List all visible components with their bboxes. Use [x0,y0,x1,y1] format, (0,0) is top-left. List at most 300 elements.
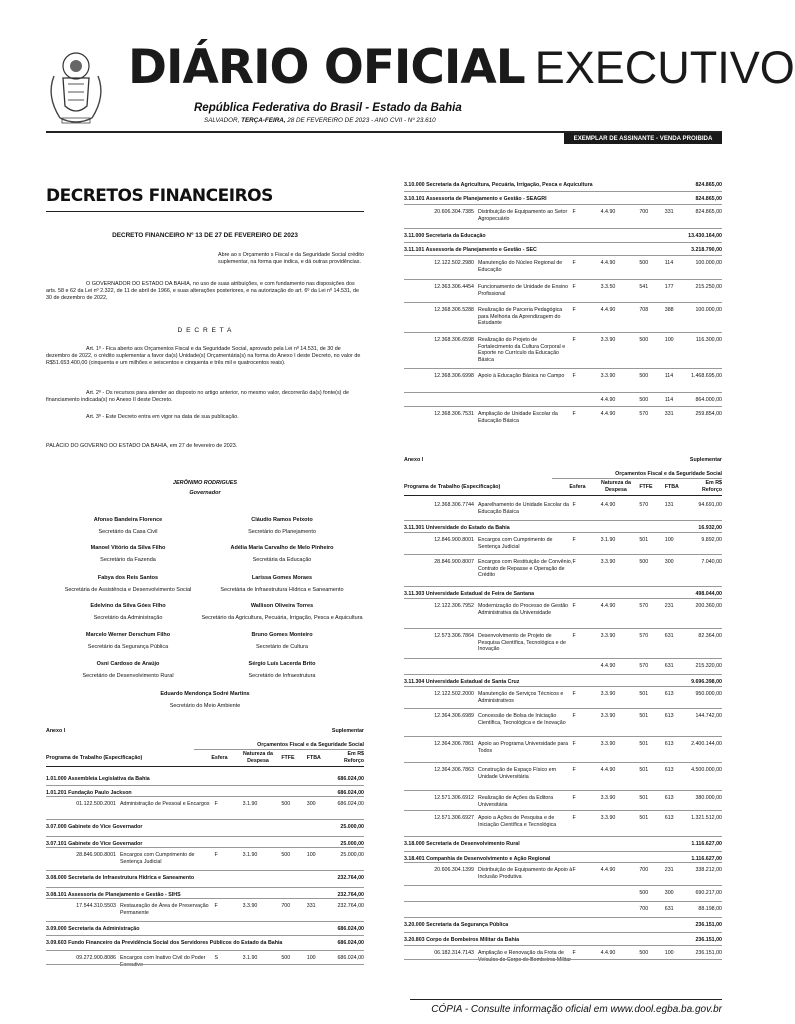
column-header-natureza: Natureza da Despesa [242,751,273,764]
table-cell-ftba: 631 [664,663,674,669]
table-row-rule [46,921,364,922]
table-cell-ftba: 114 [664,260,674,266]
table-cell-ftba: 331 [306,903,316,909]
column-header-ftba: FTBA [306,755,321,761]
table-cell-ftba: 114 [664,397,674,403]
signatory-role: Secretário de Desenvolvimento Rural [82,673,174,679]
table-cell-code: 28.846.900.8007 [434,559,474,565]
table-group-total: 686.024,00 [337,790,364,796]
table-cell-description: Distribuição de Equipamento ao Setor Agropecuário [478,209,568,222]
signatory-name: Osni Cardoso de Araújo [96,661,160,667]
table-cell-code: 20.606.304.7385 [434,209,474,215]
column-header-valor: Em R$ Reforço [701,480,722,493]
table-cell-valor: 144.742,00 [695,713,722,719]
table-cell-ftfe: 570 [639,663,649,669]
table-row-rule [46,935,364,936]
table-cell-natureza: 4.4.90 [600,260,616,266]
column-header-ftba: FTBA [664,484,679,490]
table-cell-valor: 215.250,00 [695,284,722,290]
table-cell-code: 12.571.306.6927 [434,815,474,821]
footer-rule [410,999,722,1000]
table-cell-description: Encargos com Restituição de Convênio, Contrato de Repasse e Operação de Crédito [478,559,573,579]
table-row-rule [404,368,722,369]
table-cell-valor: 82.364,00 [698,633,722,639]
signatory-name: Afonso Bandeira Florence [93,517,163,523]
table-cell-natureza: 4.4.90 [600,950,616,956]
table-cell-natureza: 3.3.90 [600,633,616,639]
table-cell-description: Manutenção do Núcleo Regional de Educação [478,260,563,273]
table-group-total: 236.151,00 [695,922,722,928]
table-group-heading: 3.11.301 Universidade do Estado da Bahia [404,525,510,531]
signatory-name: Wallison Oliveira Torres [250,603,314,609]
table-cell-ftfe: 541 [639,284,649,290]
table-cell-natureza: 3.1.90 [242,955,258,961]
signatory-role: Secretário da Fazenda [100,557,156,563]
table-cell-ftfe: 500 [281,801,291,807]
table-group-total: 686.024,00 [337,776,364,782]
newspaper-subtitle: República Federativa do Brasil - Estado da Bahia [194,102,462,114]
table-row-rule [404,302,722,303]
table-cell-ftfe: 570 [639,603,649,609]
table-cell-ftba: 100 [664,537,674,543]
table-cell-ftba: 100 [306,852,316,858]
signatory-role: Secretário da Segurança Pública [87,644,169,650]
annex-type: Suplementar [689,457,722,463]
table-cell-code: 12.364.306.7861 [434,741,474,747]
table-cell-natureza: 3.1.90 [242,852,258,858]
table-group-heading: 3.10.101 Assessoria de Planejamento e Gestão - SEAGRI [404,196,547,202]
table-cell-ftba: 100 [306,955,316,961]
table-cell-ftba: 300 [306,801,316,807]
table-cell-natureza: 3.3.90 [600,741,616,747]
table-row-rule [404,279,722,280]
table-cell-valor: 236.151,00 [695,950,722,956]
table-row-rule [404,836,722,837]
table-cell-description: Apoio à Educação Básica no Campo [478,373,565,379]
table-cell-ftfe: 501 [639,741,649,747]
table-cell-valor: 9.892,00 [701,537,722,543]
table-group-heading: 3.07.101 Gabinete do Vice Governador [46,841,143,847]
table-cell-esfera: F [214,903,218,909]
table-group-total: 498.044,00 [695,591,722,597]
table-cell-ftba: 631 [664,906,674,912]
table-cell-valor: 686.024,00 [337,955,364,961]
signatory-role: Secretário de Cultura [256,644,308,650]
table-cell-code: 01.122.500.2001 [76,801,116,807]
table-cell-ftfe: 700 [639,209,649,215]
table-cell-valor: 100.000,00 [695,307,722,313]
table-cell-code: 12.368.306.7744 [434,502,474,508]
table-cell-esfera: F [572,373,576,379]
table-cell-ftfe: 700 [639,867,649,873]
table-row-rule [404,810,722,811]
column-header-esfera: Esfera [211,755,228,761]
table-cell-natureza: 4.4.90 [600,767,616,773]
table-group-total: 25.000,00 [340,824,364,830]
table-cell-valor: 686.024,00 [337,801,364,807]
table-cell-description: Desenvolvimento de Projeto de Pesquisa Científica, Tecnológica e de Inovação [478,633,566,653]
annex-label: Anexo I [46,728,66,734]
table-cell-esfera: S [214,955,219,961]
signatory-role: Secretário de Infraestrutura [248,673,316,679]
table-group-total: 25.000,00 [340,841,364,847]
table-group-total: 232.764,00 [337,875,364,881]
decree-article-3: Art. 3º - Este Decreto entra em vigor na data de sua publicação. [86,414,239,420]
table-cell-code: 06.182.314.7143 [434,950,474,956]
table-cell-esfera: F [572,559,576,565]
table-row-rule [46,887,364,888]
table-cell-code: 12.368.306.6998 [434,373,474,379]
table-row-rule [46,950,364,951]
table-cell-ftfe: 501 [639,767,649,773]
table-cell-valor: 215.320,00 [695,663,722,669]
table-cell-ftfe: 501 [639,795,649,801]
table-cell-ftba: 631 [664,633,674,639]
table-cell-description: Realização de Ações da Editora Universitária [478,795,554,808]
table-cell-esfera: F [572,741,576,747]
table-group-heading: 3.20.803 Corpo de Bombeiros Militar da Bahia [404,937,520,943]
table-cell-esfera: F [572,502,576,508]
signatory-role: Secretário da Administração [93,615,163,621]
table-cell-natureza: 4.4.90 [600,307,616,313]
signatory-name: Sérgio Luís Lacerda Brito [248,661,316,667]
table-cell-valor: 100.000,00 [695,260,722,266]
table-cell-natureza: 4.4.90 [600,502,616,508]
table-group-heading: 1.01.201 Fundação Paulo Jackson [46,790,132,796]
table-cell-description: Construção de Espaço Físico em Unidade Universitária [478,767,557,780]
table-row-rule [404,945,722,946]
table-row-rule [404,885,722,886]
table-cell-code: 09.272.900.8086 [76,955,116,961]
table-cell-ftba: 231 [664,603,674,609]
table-cell-valor: 2.400.144,00 [691,741,722,747]
table-cell-esfera: F [214,852,218,858]
table-cell-natureza: 3.1.90 [600,537,616,543]
column-header-rule [404,495,722,496]
table-cell-valor: 232.764,00 [337,903,364,909]
table-cell-ftfe: 501 [639,713,649,719]
table-cell-code: 12.122.306.7952 [434,603,474,609]
column-header-program: Programa de Trabalho (Especificação) [46,755,143,761]
table-cell-esfera: F [572,767,576,773]
table-row-rule [404,736,722,737]
signatory-name: Marcelo Werner Derschum Filho [85,632,171,638]
table-cell-ftfe: 500 [639,260,649,266]
signatory-name: Adélia Maria Carvalho de Melo Pinheiro [230,545,334,551]
table-cell-ftfe: 500 [639,950,649,956]
table-cell-code: 12.571.306.6912 [434,795,474,801]
table-cell-valor: 94.691,00 [698,502,722,508]
table-cell-ftfe: 570 [639,633,649,639]
table-group-total: 1.116.627,00 [691,856,722,862]
table-cell-esfera: F [572,691,576,697]
table-cell-valor: 88.198,00 [698,906,722,912]
table-cell-esfera: F [572,713,576,719]
decree-ementa: Abre ao s Orçamento s Fiscal e da Seguridade Social crédito suplementar, na forma que indica, e dá outras providências. [218,252,364,266]
table-cell-valor: 1.468.695,00 [691,373,722,379]
table-cell-code: 28.846.900.8001 [76,852,116,858]
table-cell-esfera: F [572,284,576,290]
table-cell-valor: 25.000,00 [340,852,364,858]
table-cell-code: 12.573.306.7864 [434,633,474,639]
decree-article-2: Art. 2º - Os recursos para atender ao disposto no artigo anterior, no mesmo valor, decorrerão da(s) fonte(s) de financiamento indicada(s) no Anexo II deste Decreto. [46,390,349,404]
table-cell-ftfe: 501 [639,537,649,543]
signatory-role: Secretário do Meio Ambiente [169,703,241,709]
table-cell-esfera: F [572,337,576,343]
table-cell-natureza: 3.1.90 [242,801,258,807]
signatory-role: Secretária da Educação [252,557,312,563]
table-cell-description: Modernização do Processo de Gestão Administrativa da Universidade [478,603,569,616]
decree-decreta: D E C R E T A [177,327,233,334]
table-group-total: 824.865,00 [695,196,722,202]
table-group-heading: 3.11.101 Assessoria de Planejamento e Gestão - SEC [404,247,537,253]
table-group-total: 686.024,00 [337,926,364,932]
decree-article-1: Art. 1º - Fica aberto aos Orçamentos Fiscal e da Seguridade Social, aprovado pela Lei nº 14.531, de 30 de dezembro de 2022, o crédito suplementar a favor da(s) Unidade(s) Orçamentária(s) na forma do Anexo I deste Decreto, no valor de R$51.653.400,00 (cinquenta e um milhões e seiscentos e cinquenta e três mil e quatrocentos reais). [46,346,361,367]
table-cell-description: Apoio a Ações de Pesquisa e de Iniciação Científica e Tecnológica [478,815,557,828]
table-cell-ftba: 613 [664,713,674,719]
table-group-heading: 3.08.101 Assessoria de Planejamento e Gestão - SIHS [46,892,181,898]
annex-group-rule [552,478,722,479]
table-row-rule [46,964,364,965]
footer-copy-notice: CÓPIA - Consulte informação oficial em www.dool.egba.ba.gov.br [431,1004,722,1015]
column-header-ftfe: FTFE [639,484,653,490]
table-group-heading: 3.18.000 Secretaria de Desenvolvimento Rural [404,841,520,847]
table-cell-ftfe: 500 [639,559,649,565]
table-group-heading: 3.11.000 Secretaria da Educação [404,233,486,239]
table-cell-ftba: 100 [664,950,674,956]
table-cell-natureza: 4.4.90 [600,867,616,873]
signatory-role: Secretária de Infraestrutura Hídrica e Saneamento [220,587,344,593]
table-cell-description: Restauração de Área de Preservação Permanente [120,903,209,916]
table-row-rule [404,790,722,791]
table-cell-description: Aparelhamento de Unidade Escolar da Educação Básica [478,502,569,515]
table-cell-natureza: 3.3.90 [600,795,616,801]
table-cell-natureza: 3.3.90 [242,903,258,909]
governor-name: JERÔNIMO RODRIGUES [172,480,238,486]
table-row-rule [404,586,722,587]
table-cell-description: Manutenção de Serviços Técnicos e Administrativos [478,691,564,704]
edition-date: SALVADOR, TERÇA-FEIRA, 28 DE FEVEREIRO DE 2023 - ANO CVII - Nº 23.610 [204,117,436,124]
table-cell-natureza: 4.4.90 [600,663,616,669]
table-cell-valor: 338.212,00 [695,867,722,873]
table-cell-description: Ampliação e Renovação da Frota de Veículos do Corpo de Bombeiros Militar [478,950,572,963]
table-cell-ftfe: 570 [639,502,649,508]
column-header-valor: Em R$ Reforço [343,751,364,764]
signatory-name: Bruno Gomes Monteiro [251,632,313,638]
annex-label: Anexo I [404,457,424,463]
table-cell-esfera: F [572,411,576,417]
table-row-rule [46,847,364,848]
table-cell-esfera: F [572,867,576,873]
table-cell-code: 12.368.306.6598 [434,337,474,343]
column-header-natureza: Natureza da Despesa [600,480,631,493]
table-group-heading: 1.01.000 Assembleia Legislativa da Bahia [46,776,150,782]
table-cell-natureza: 3.3.90 [600,815,616,821]
table-cell-esfera: F [572,950,576,956]
table-cell-description: Administração de Pessoal e Encargos [120,801,210,807]
table-row-rule [404,255,722,256]
table-row-rule [46,796,364,797]
table-cell-ftfe: 501 [639,815,649,821]
table-cell-natureza: 3.3.90 [600,691,616,697]
table-row-rule [404,191,722,192]
table-group-heading: 3.10.000 Secretaria da Agricultura, Pecuária, Irrigação, Pesca e Aquicultura [404,182,593,188]
table-cell-ftfe: 500 [281,955,291,961]
table-cell-ftba: 100 [664,337,674,343]
table-row-rule [404,532,722,533]
column-header-program: Programa de Trabalho (Especificação) [404,484,501,490]
table-cell-description: Concessão de Bolsa de Iniciação Científica, Tecnológica e de Inovação [478,713,566,726]
table-cell-valor: 116.300,00 [695,337,722,343]
table-cell-ftfe: 570 [639,411,649,417]
table-cell-description: Apoio ao Programa Universidade para Todos [478,741,569,754]
table-cell-natureza: 3.3.90 [600,713,616,719]
table-cell-esfera: F [572,537,576,543]
table-group-total: 686.024,00 [337,940,364,946]
table-group-total: 9.696.398,00 [691,679,722,685]
table-cell-valor: 950.000,00 [695,691,722,697]
table-cell-code: 12.364.306.6989 [434,713,474,719]
decree-palace-date: PALÁCIO DO GOVERNO DO ESTADO DA BAHIA, em 27 de fevereiro de 2023. [46,443,238,449]
decree-heading: DECRETO FINANCEIRO Nº 13 DE 27 DE FEVEREIRO DE 2023 [112,232,298,239]
table-group-heading: 3.20.000 Secretaria da Segurança Pública [404,922,509,928]
table-row-rule [404,520,722,521]
table-row-rule [404,406,722,407]
table-cell-description: Encargos com Cumprimento de Sentença Judicial [120,852,195,865]
table-cell-ftfe: 500 [639,397,649,403]
table-row-rule [404,901,722,902]
decree-preamble: O GOVERNADOR DO ESTADO DA BAHIA, no uso de suas atribuições, e com fundamento nas disposições dos arts. 58 e 62 da Lei nº 2.322, de 11 de abril de 1966, e suas alterações posteriores, e na autorização do art. 6º da Lei nº 14.531, de 30 de dezembro de 2022, [46,281,359,302]
annex-type: Suplementar [331,728,364,734]
table-row-rule [404,932,722,933]
signatory-role: Secretário do Planejamento [248,529,316,535]
table-group-heading: 3.09.000 Secretaria da Administração [46,926,140,932]
table-cell-valor: 200.360,00 [695,603,722,609]
table-cell-natureza: 3.3.50 [600,284,616,290]
table-cell-code: 12.364.306.7863 [434,767,474,773]
annex-group-header: Orçamentos Fiscal e da Seguridade Social [615,471,722,477]
table-cell-ftfe: 500 [281,852,291,858]
table-cell-ftba: 231 [664,867,674,873]
bahia-coat-of-arms-seal [40,48,112,128]
signatory-role: Secretário da Agricultura, Pecuária, Irrigação, Pesca e Aquicultura [201,615,363,621]
governor-title: Governador [189,490,221,496]
table-cell-code: 12.846.900.8001 [434,537,474,543]
table-row-rule [404,628,722,629]
table-cell-esfera: F [572,260,576,266]
subscriber-copy-badge: EXEMPLAR DE ASSINANTE - VENDA PROIBIDA [564,133,722,144]
table-cell-ftfe: 700 [281,903,291,909]
table-cell-valor: 7.040,00 [701,559,722,565]
table-group-total: 232.764,00 [337,892,364,898]
table-cell-natureza: 4.4.90 [600,397,616,403]
table-cell-ftba: 388 [664,307,674,313]
section-title: DECRETOS FINANCEIROS [46,186,273,206]
table-cell-ftfe: 700 [639,906,649,912]
table-cell-ftba: 613 [664,741,674,747]
table-cell-code: 12.368.306.7531 [434,411,474,417]
table-group-total: 824.865,00 [695,182,722,188]
table-cell-description: Funcionamento de Unidade de Ensino Profissional [478,284,569,297]
signatory-role: Secretário da Casa Civil [98,529,158,535]
table-cell-ftba: 613 [664,691,674,697]
section-rule [46,211,364,212]
table-row-rule [404,658,722,659]
table-cell-natureza: 4.4.90 [600,603,616,609]
table-cell-natureza: 4.4.90 [600,209,616,215]
table-cell-ftfe: 708 [639,307,649,313]
table-group-heading: 3.11.304 Universidade Estadual de Santa Cruz [404,679,520,685]
table-cell-ftba: 613 [664,767,674,773]
table-row-rule [404,917,722,918]
table-cell-natureza: 3.3.90 [600,559,616,565]
table-group-heading: 3.07.000 Gabinete do Vice Governador [46,824,143,830]
table-group-heading: 3.11.303 Universidade Estadual de Feira de Santana [404,591,535,597]
table-cell-ftba: 177 [664,284,674,290]
table-cell-description: Realização de Parceria Pedagógica para Melhoria da Aprendizagem do Estudante [478,307,563,327]
column-header-rule [46,766,364,767]
table-cell-esfera: F [572,795,576,801]
table-cell-natureza: 4.4.90 [600,411,616,417]
table-group-total: 1.116.627,00 [691,841,722,847]
table-cell-valor: 864.000,00 [695,397,722,403]
table-cell-ftba: 114 [664,373,674,379]
annex-group-rule [194,749,364,750]
table-cell-ftfe: 500 [639,373,649,379]
table-cell-ftfe: 500 [639,337,649,343]
table-row-rule [404,204,722,205]
table-cell-code: 20.606.304.1399 [434,867,474,873]
table-cell-natureza: 3.3.90 [600,337,616,343]
table-cell-ftba: 613 [664,795,674,801]
table-row-rule [404,228,722,229]
table-cell-esfera: F [572,209,576,215]
signatory-name: Eduardo Mendonça Sodré Martins [160,691,250,697]
table-cell-ftfe: 500 [639,890,649,896]
table-cell-esfera: F [214,801,218,807]
table-cell-ftba: 300 [664,559,674,565]
table-cell-esfera: F [572,603,576,609]
table-row-rule [46,785,364,786]
table-cell-esfera: F [572,307,576,313]
table-row-rule [404,686,722,687]
table-row-rule [404,554,722,555]
annex-group-header: Orçamentos Fiscal e da Seguridade Social [257,742,364,748]
table-cell-valor: 4.500.000,00 [691,767,722,773]
table-cell-code: 12.363.306.4454 [434,284,474,290]
table-row-rule [46,819,364,820]
table-cell-valor: 824.865,00 [695,209,722,215]
signatory-name: Fabya dos Reis Santos [97,575,159,581]
table-group-heading: 3.09.603 Fundo Financeiro da Previdência Social dos Servidores Públicos do Estado da Bahia [46,940,283,946]
table-row-rule [404,332,722,333]
table-cell-code: 12.122.502.2980 [434,260,474,266]
table-row-rule [404,762,722,763]
table-group-total: 3.218.790,00 [691,247,722,253]
table-cell-esfera: F [572,633,576,639]
table-group-total: 236.151,00 [695,937,722,943]
signatory-name: Cláudio Ramos Peixoto [251,517,313,523]
table-row-rule [46,836,364,837]
table-cell-description: Distribuição de Equipamento de Apoio à Inclusão Produtiva [478,867,573,880]
table-row-rule [46,898,364,899]
table-cell-description: Realização do Projeto de Fortalecimento da Cultura Corporal e Esporte no Currículo da Educação Básica [478,337,566,363]
signatory-role: Secretária de Assistência e Desenvolvimento Social [64,587,192,593]
table-cell-valor: 259.854,00 [695,411,722,417]
table-cell-valor: 1.321.512,00 [691,815,722,821]
table-cell-valor: 690.217,00 [695,890,722,896]
table-row-rule [404,959,722,960]
